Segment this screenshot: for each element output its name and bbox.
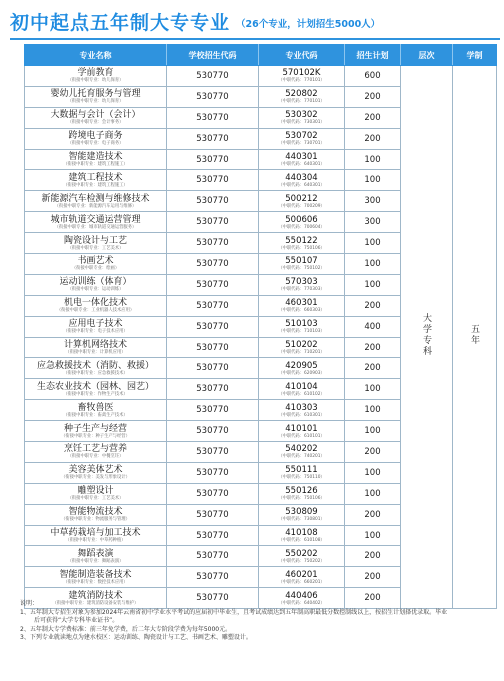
school-code-cell: 530770 [167,379,259,400]
plan-cell: 100 [345,483,401,504]
major-linked-program: （衔接中职专业：舞蹈表演） [67,558,124,564]
major-code: 460301 [285,298,318,309]
major-name: 应急救援技术（消防、救援） [36,360,154,371]
vocational-code: （中职代码：610101） [278,433,325,439]
school-code-cell: 530770 [167,316,259,337]
plan-cell: 200 [345,86,401,107]
plan-cell: 300 [345,212,401,233]
major-code-cell [259,191,345,212]
major-name-cell [25,254,167,275]
major-code: 570303 [285,277,318,288]
plan-cell: 100 [345,274,401,295]
major-code: 440304 [285,172,318,183]
plan-cell: 200 [345,546,401,567]
major-linked-program: （衔接中职专业：幼儿保育） [67,99,124,105]
major-linked-program: （衔接中职专业：新能源汽车运用与维修） [54,203,137,209]
major-name: 烹饪工艺与营养 [63,444,127,455]
major-name: 城市轨道交通运营管理 [50,214,141,225]
page-subtitle: （26个专业，计划招生5000人） [236,19,381,30]
major-table [24,44,497,609]
table-body [25,66,497,609]
vocational-code: （中职代码：610102） [278,391,325,397]
plan-cell: 100 [345,400,401,421]
major-name-cell [25,442,167,463]
vocational-code: （中职代码：750202） [278,558,325,564]
major-linked-program: （衔接中职专业：应急救援技术） [63,370,128,376]
header-level: 层次 [401,45,453,66]
major-linked-program: （衔接中职专业：城市轨道交通运营服务） [54,224,137,230]
major-code: 410101 [285,423,318,434]
school-code-cell: 530770 [167,128,259,149]
major-linked-program: （衔接中职专业：运动训练） [67,287,124,293]
major-name: 建筑工程技术 [68,172,123,183]
major-code-cell [259,567,345,588]
major-name-cell [25,316,167,337]
major-code-cell [259,107,345,128]
major-linked-program: （衔接中职专业：计算机应用） [65,350,126,356]
major-name-cell [25,525,167,546]
note-item: 3、下列专业就读地点为建水校区：运动训练、陶瓷设计与工艺、书画艺术、雕塑设计。 [20,634,252,641]
major-code-cell [259,400,345,421]
major-code-cell [259,379,345,400]
major-code: 510103 [285,319,318,330]
level-cell [401,66,453,609]
school-code-cell: 530770 [167,588,259,609]
major-name-cell [25,233,167,254]
plan-cell: 100 [345,254,401,275]
plan-cell: 100 [345,462,401,483]
major-name-cell [25,274,167,295]
major-code-cell [259,546,345,567]
header-duration: 学制 [453,45,497,66]
major-code: 540202 [285,444,318,455]
major-name: 畜牧兽医 [77,402,114,413]
school-code-cell: 530770 [167,462,259,483]
vocational-code: （中职代码：640301） [278,162,325,167]
major-name-cell [25,546,167,567]
school-code-cell: 530770 [167,358,259,379]
header-school-code: 学校招生代码 [167,45,259,66]
plan-cell: 300 [345,191,401,212]
major-linked-program: （衔接中职专业：工艺美术） [67,245,124,251]
major-name: 种子生产与经营 [63,423,127,434]
major-name-cell [25,400,167,421]
vocational-code: （中职代码：640301） [278,182,325,188]
major-code: 530302 [285,110,318,121]
school-code-cell: 530770 [167,400,259,421]
major-linked-program: （衔接中职专业：作物生产技术） [63,391,128,397]
vocational-code: （中职代码：660201） [278,579,325,585]
major-name-cell [25,212,167,233]
major-linked-program: （衔接中职专业：数控技术应用） [63,579,128,585]
vocational-code: （中职代码：750102） [278,266,325,272]
plan-cell: 100 [345,525,401,546]
vocational-code: （中职代码：770303） [278,287,325,293]
school-code-cell: 530770 [167,274,259,295]
major-code-cell [259,86,345,107]
major-code: 410108 [285,528,318,539]
plan-cell: 200 [345,567,401,588]
plan-cell: 100 [345,421,401,442]
major-name: 新能源汽车检测与维修技术 [41,193,150,204]
school-code-cell: 530770 [167,525,259,546]
major-linked-program: （衔接中职专业：物流服务与管理） [61,517,130,523]
vocational-code: （中职代码：700209） [278,203,325,209]
vocational-code: （中职代码：740201） [278,454,325,460]
major-name: 智能制造装备技术 [59,569,132,580]
table-row [25,66,497,87]
major-linked-program: （衔接中职专业：种子生产与经营） [61,433,130,439]
major-name: 智能物流技术 [68,507,123,518]
header-major-code: 专业代码 [259,45,345,66]
school-code-cell: 530770 [167,421,259,442]
vocational-code: （中职代码：700604） [278,224,325,230]
major-code-cell [259,462,345,483]
plan-cell: 200 [345,358,401,379]
school-code-cell: 530770 [167,191,259,212]
major-code: 510202 [285,340,318,351]
school-code-cell: 530770 [167,170,259,191]
header-major-name: 专业名称 [25,45,167,66]
major-code: 500212 [285,193,318,204]
major-code-cell [259,337,345,358]
plan-cell: 600 [345,66,401,87]
major-code: 550111 [285,465,318,476]
major-code-cell [259,504,345,525]
major-name-cell [25,483,167,504]
major-code-cell [259,316,345,337]
major-linked-program: （衔接中职专业：绘画） [71,266,120,272]
major-linked-program: （衔接中职专业：幼儿保育） [67,78,124,84]
major-name: 大数据与会计（会计） [50,110,141,121]
level-text: 大学专科 [421,313,431,358]
major-name-cell [25,358,167,379]
major-name: 建筑消防技术 [68,590,123,601]
notes [20,600,496,643]
major-linked-program: （衔接中职专业：会计事务） [67,120,124,126]
major-name-cell [25,170,167,191]
school-code-cell: 530770 [167,504,259,525]
plan-cell: 200 [345,295,401,316]
major-code: 550107 [285,256,318,267]
major-name-cell [25,66,167,87]
note-item: 后可获得“大学专科毕业证书”。 [34,617,119,624]
major-name-cell [25,421,167,442]
major-linked-program: （衔接中职专业：中草药种植） [65,538,126,544]
plan-cell: 100 [345,149,401,170]
major-linked-program: （衔接中职专业：中餐烹饪） [67,454,124,460]
major-name: 婴幼儿托育服务与管理 [50,89,141,100]
major-name: 智能建造技术 [68,152,123,162]
major-name: 书画艺术 [77,256,114,267]
major-linked-program: （衔接中职专业：建筑消防设备安装与维护） [52,600,139,606]
vocational-code: （中职代码：640402） [278,600,325,606]
plan-cell: 200 [345,337,401,358]
major-name: 跨境电子商务 [68,131,123,142]
major-code-cell [259,295,345,316]
major-code-cell [259,421,345,442]
major-name-cell [25,295,167,316]
vocational-code: （中职代码：730801） [278,517,325,523]
vocational-code: （中职代码：730301） [278,120,325,126]
school-code-cell: 530770 [167,149,259,170]
vocational-code: （中职代码：750106） [278,496,325,502]
major-name: 舞蹈表演 [77,548,114,559]
major-code: 550202 [285,548,318,559]
major-linked-program: （衔接中职专业：建筑工程施工） [63,162,128,167]
vocational-code: （中职代码：620903） [278,370,325,376]
major-code-cell [259,274,345,295]
plan-cell: 200 [345,442,401,463]
duration-cell [453,66,497,609]
plan-cell: 400 [345,316,401,337]
vocational-code: （中职代码：710103） [278,329,325,335]
major-code-cell [259,483,345,504]
school-code-cell: 530770 [167,295,259,316]
major-linked-program: （衔接中职专业：电子技术应用） [63,329,128,335]
vocational-code: （中职代码：750106） [278,245,325,251]
school-code-cell: 530770 [167,107,259,128]
major-name: 应用电子技术 [68,319,123,330]
major-code-cell [259,170,345,191]
title-row [10,4,500,40]
major-name: 中草药栽培与加工技术 [50,528,141,539]
school-code-cell: 530770 [167,483,259,504]
major-code-cell [259,149,345,170]
school-code-cell: 530770 [167,546,259,567]
major-code-cell [259,254,345,275]
major-code: 460201 [285,569,318,580]
major-name-cell [25,149,167,170]
major-name-cell [25,337,167,358]
plan-cell: 100 [345,379,401,400]
major-name: 机电一体化技术 [63,298,127,309]
major-code-cell [259,66,345,87]
vocational-code: （中职代码：750110） [278,475,325,481]
major-linked-program: （衔接中职专业：建筑工程施工） [63,182,128,188]
school-code-cell: 530770 [167,254,259,275]
table-header-row [25,45,497,66]
major-code-cell [259,128,345,149]
major-linked-program: （衔接中职专业：工业机器人技术应用） [56,308,135,314]
plan-cell: 200 [345,588,401,609]
school-code-cell: 530770 [167,233,259,254]
school-code-cell: 530770 [167,337,259,358]
header-plan: 招生计划 [345,45,401,66]
major-code: 520802 [285,89,318,100]
major-name: 雕塑设计 [77,486,114,497]
major-name: 计算机网络技术 [63,340,127,351]
plan-cell: 200 [345,107,401,128]
plan-cell: 100 [345,170,401,191]
major-code-cell [259,442,345,463]
major-name-cell [25,86,167,107]
major-linked-program: （衔接中职专业：畜禽生产技术） [63,412,128,418]
major-name-cell [25,379,167,400]
major-code: 440301 [285,152,318,162]
note-item: 1、五年制大专招生对象为参加2024年云南省初中学业水平考试的应届初中毕业生，且考试成绩达到五年制高职最低分数控制线以上，按招生计划择优录取。毕业 [20,608,448,616]
major-name-cell [25,504,167,525]
major-code: 500606 [285,214,318,225]
vocational-code: （中职代码：660303） [278,308,325,314]
school-code-cell: 530770 [167,212,259,233]
major-code: 410104 [285,381,318,392]
school-code-cell: 530770 [167,86,259,107]
major-code: 440406 [285,590,318,601]
vocational-code: （中职代码：770101） [278,99,325,105]
major-linked-program: （衔接中职专业：工艺美术） [67,496,124,502]
major-code: 550126 [285,486,318,497]
major-linked-program: （衔接中职专业：电子商务） [67,141,124,147]
major-name-cell [25,567,167,588]
major-name-cell [25,128,167,149]
vocational-code: （中职代码：610108） [278,538,325,544]
major-name-cell [25,107,167,128]
major-name: 陶瓷设计与工艺 [63,235,127,246]
major-code-cell [259,233,345,254]
note-item: 2、五年制大专学费标准：前三年免学费，后二年大专阶段学费为每年5000元。 [20,625,232,633]
major-code: 530809 [285,507,318,518]
major-code-cell [259,212,345,233]
plan-cell: 200 [345,128,401,149]
school-code-cell: 530770 [167,442,259,463]
plan-cell: 200 [345,504,401,525]
major-name: 运动训练（体育） [59,277,132,288]
vocational-code: （中职代码：770101） [278,78,325,84]
major-name: 美容美体艺术 [68,465,123,476]
major-linked-program: （衔接中职专业：美发与形象设计） [61,475,130,481]
vocational-code: （中职代码：730701） [278,141,325,147]
school-code-cell: 530770 [167,66,259,87]
plan-cell: 100 [345,233,401,254]
page-title: 初中起点五年制大专专业 [10,11,231,34]
major-code-cell [259,358,345,379]
major-code-cell [259,525,345,546]
major-name-cell [25,462,167,483]
major-code: 410303 [285,402,318,413]
major-name: 生态农业技术（园林、园艺） [36,381,154,392]
major-code: 570102K [282,68,321,79]
major-code: 420905 [285,360,318,371]
vocational-code: （中职代码：710201） [278,350,325,356]
vocational-code: （中职代码：610301） [278,412,325,418]
major-code: 530702 [285,131,318,142]
major-name: 学前教育 [77,68,114,79]
notes-heading: 说明： [20,600,39,607]
major-name-cell [25,191,167,212]
school-code-cell: 530770 [167,567,259,588]
duration-text: 五年 [469,324,479,347]
major-code: 550122 [285,235,318,246]
